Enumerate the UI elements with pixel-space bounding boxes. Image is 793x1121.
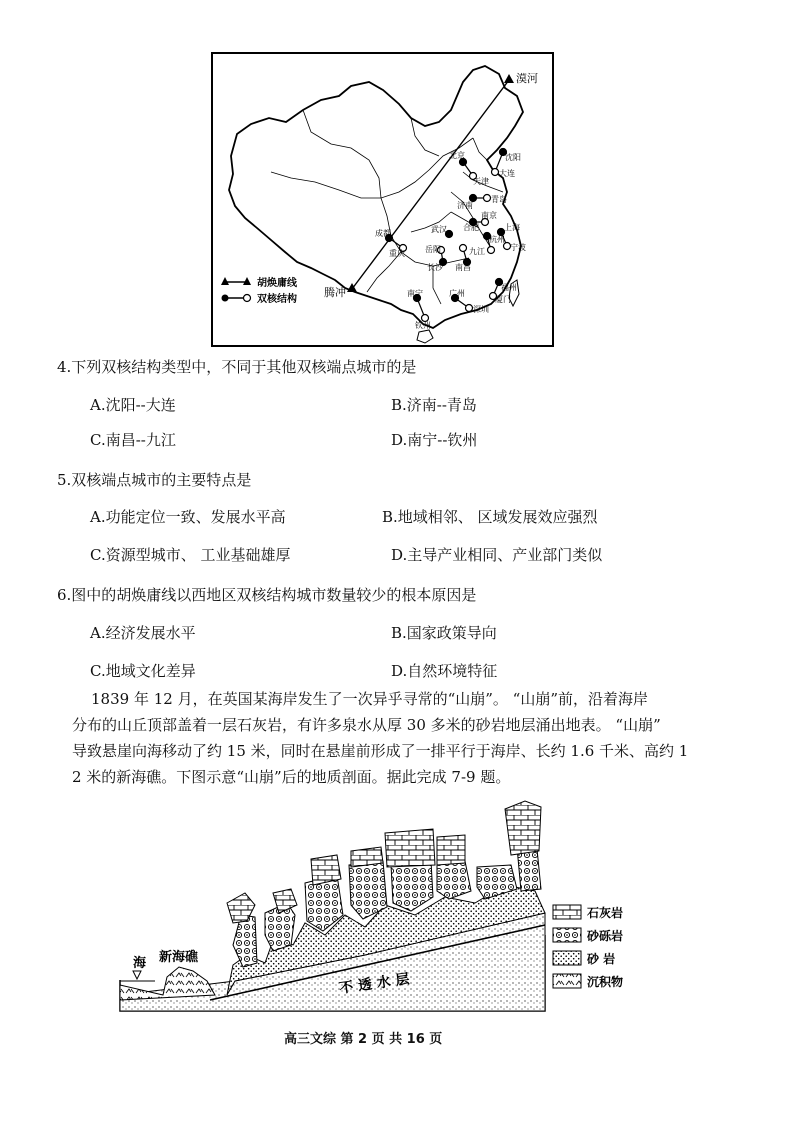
passage-line-1: 1839 年 12 月，在英国某海岸发生了一次异乎寻常的“山崩”。 “山崩”前，沿着海岸 [91, 690, 649, 708]
label-guangzhou: 广州 [449, 289, 465, 298]
question-4-option-d: D.南宁--钦州 [391, 431, 478, 449]
legend-huline: 胡焕庸线 [257, 278, 297, 289]
section-legend [553, 905, 623, 989]
legend-conglomerate: 砂砾岩 [587, 929, 624, 943]
china-map-figure [211, 52, 554, 347]
question-5-option-d: D.主导产业相同、产业部门类似 [391, 546, 603, 564]
label-sea: 海 [133, 956, 147, 971]
label-changsha: 长沙 [427, 263, 443, 272]
question-5-option-c: C.资源型城市、 工业基础雄厚 [90, 546, 291, 564]
label-chengdu: 成都 [375, 229, 391, 238]
label-impermeable-layer: 不 透 水 层 [338, 971, 411, 997]
label-hefei: 合肥 [463, 223, 479, 232]
label-jinan: 济南 [457, 201, 473, 210]
label-new-reef: 新海礁 [159, 950, 199, 965]
question-4-stem: 4.下列双核结构类型中，不同于其他双核端点城市的是 [57, 358, 417, 376]
label-fuzhou: 福州 [501, 283, 517, 292]
question-4-option-c: C.南昌--九江 [90, 431, 176, 449]
label-nanjing: 南京 [481, 211, 497, 220]
passage-line-4: 2 米的新海礁。下图示意“山崩”后的地质剖面。据此完成 7-9 题。 [72, 768, 511, 786]
label-shenzhen: 深圳 [473, 305, 489, 314]
label-qinzhou: 钦州 [415, 321, 431, 330]
question-6-option-d: D.自然环境特征 [391, 662, 498, 680]
geologic-section-figure [115, 795, 660, 1015]
question-4-option-b: B.济南--青岛 [391, 396, 477, 414]
legend-sediment: 沉积物 [587, 975, 624, 989]
label-shanghai: 上海 [504, 223, 520, 232]
sea-level-marker [133, 971, 141, 979]
question-6-option-a: A.经济发展水平 [90, 624, 196, 642]
label-shenyang: 沈阳 [505, 153, 521, 162]
label-beijing: 北京 [449, 151, 465, 160]
passage-line-2: 分布的山丘顶部盖着一层石灰岩，有许多泉水从厚 30 多米的砂岩地层涌出地表。 “山崩” [72, 716, 661, 734]
legend-limestone: 石灰岩 [587, 906, 624, 920]
label-tianjin: 天津 [473, 177, 489, 186]
question-5-stem: 5.双核端点城市的主要特点是 [57, 471, 252, 489]
question-6-stem: 6.图中的胡焕庸线以西地区双核结构城市数量较少的根本原因是 [57, 586, 477, 604]
label-nanchang: 南昌 [455, 263, 471, 272]
label-tengchong: 腾冲 [324, 286, 346, 299]
legend-sandstone: 砂 岩 [587, 952, 616, 966]
label-xiamen: 厦门 [495, 295, 511, 304]
passage [72, 686, 727, 790]
passage-line-3: 导致悬崖向海移动了约 15 米，同时在悬崖前形成了一排平行于海岸、长约 1.6 千米、高约 1 [72, 742, 689, 760]
label-mohe: 漠河 [516, 72, 538, 85]
legend-dualcore: 双核结构 [257, 294, 297, 305]
label-yueyang: 岳阳 [425, 245, 441, 254]
question-5-option-a: A.功能定位一致、发展水平高 [90, 508, 286, 526]
label-wuhan: 武汉 [431, 225, 447, 234]
question-6-option-c: C.地域文化差异 [90, 662, 196, 680]
question-6-option-b: B.国家政策导向 [391, 624, 497, 642]
question-4-option-a: A.沈阳--大连 [90, 396, 176, 414]
label-jiujiang: 九江 [469, 247, 485, 256]
label-hangzhou: 杭州 [489, 235, 505, 244]
label-chongqing: 重庆 [389, 249, 405, 258]
label-dalian: 大连 [499, 169, 515, 178]
page-footer: 高三文综 第 2 页 共 16 页 [284, 1032, 443, 1047]
label-ningbo: 宁波 [510, 243, 526, 252]
label-nanning: 南宁 [407, 289, 423, 298]
question-5-option-b: B.地域相邻、 区域发展效应强烈 [382, 508, 598, 526]
label-qingdao: 青岛 [491, 195, 507, 204]
